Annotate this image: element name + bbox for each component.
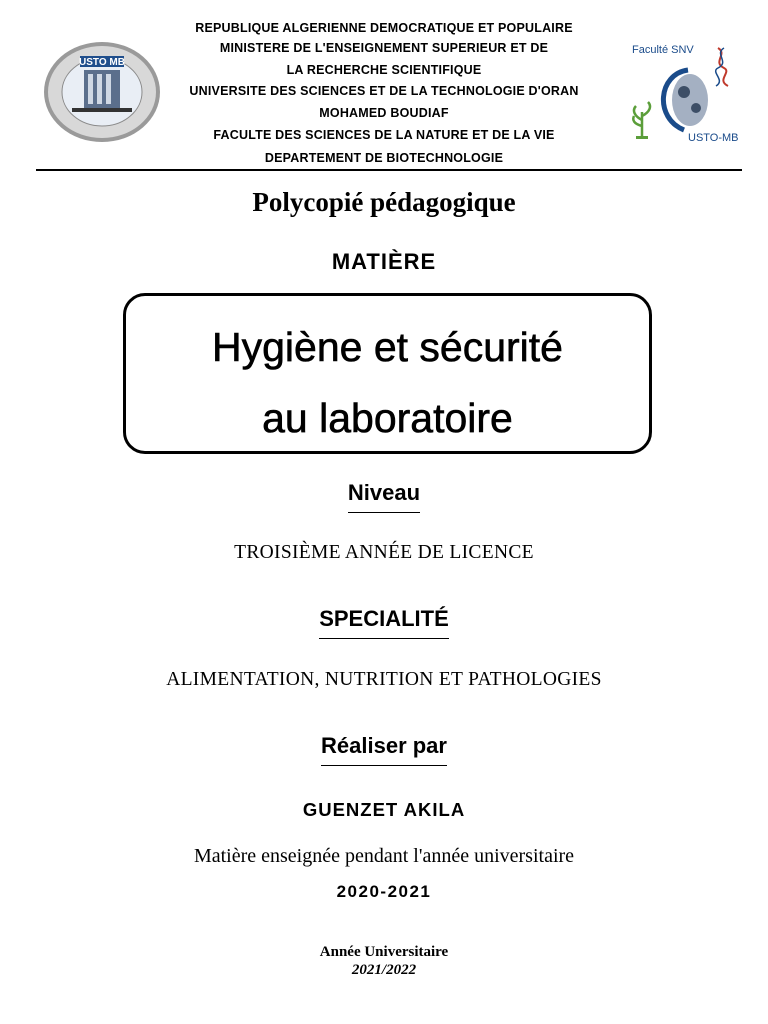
header-line-3: LA RECHERCHE SCIENTIFIQUE bbox=[286, 63, 482, 77]
author-name: GUENZET AKILA bbox=[302, 799, 466, 820]
usto-mb-caption: USTO-MB bbox=[688, 132, 739, 144]
taught-note: Matière enseignée pendant l'année universitaire bbox=[193, 845, 575, 867]
specialty-value: ALIMENTATION, NUTRITION ET PATHOLOGIES bbox=[166, 669, 602, 690]
header-line-1: REPUBLIQUE ALGERIENNE DEMOCRATIQUE ET POPULAIRE bbox=[195, 21, 573, 35]
level-section bbox=[0, 480, 768, 513]
faculty-snv-logo bbox=[628, 40, 743, 148]
faculty-snv-logo-icon bbox=[628, 40, 743, 148]
title-line-2: au laboratoire bbox=[262, 395, 513, 441]
header-line-4: UNIVERSITE DES SCIENCES ET DE LA TECHNOLOGIE D'ORAN bbox=[189, 84, 579, 98]
author-section bbox=[0, 733, 768, 766]
document-type: Polycopié pédagogique bbox=[252, 187, 516, 217]
level-value: TROISIÈME ANNÉE DE LICENCE bbox=[234, 542, 534, 563]
header-line-6: FACULTE DES SCIENCES DE LA NATURE ET DE LA VIE bbox=[213, 128, 555, 142]
header-line-2: MINISTERE DE L'ENSEIGNEMENT SUPERIEUR ET DE bbox=[219, 41, 549, 55]
subject-label: MATIÈRE bbox=[331, 249, 437, 274]
academic-year-label: Année Universitaire bbox=[319, 944, 449, 960]
faculty-snv-label: Faculté SNV bbox=[632, 44, 694, 56]
specialty-section bbox=[0, 606, 768, 639]
academic-year: 2021/2022 bbox=[351, 962, 417, 978]
specialty-label: SPECIALITÉ bbox=[319, 606, 449, 639]
usto-mb-label: USTO MB bbox=[79, 57, 125, 68]
header-line-5: MOHAMED BOUDIAF bbox=[319, 106, 449, 120]
title-line-1: Hygiène et sécurité bbox=[212, 324, 563, 370]
taught-year: 2020-2021 bbox=[336, 882, 432, 901]
title-box bbox=[123, 293, 652, 454]
header-divider bbox=[36, 169, 742, 171]
author-label: Réaliser par bbox=[321, 733, 447, 766]
level-label: Niveau bbox=[348, 480, 420, 513]
header-line-7: DEPARTEMENT DE BIOTECHNOLOGIE bbox=[264, 151, 504, 165]
